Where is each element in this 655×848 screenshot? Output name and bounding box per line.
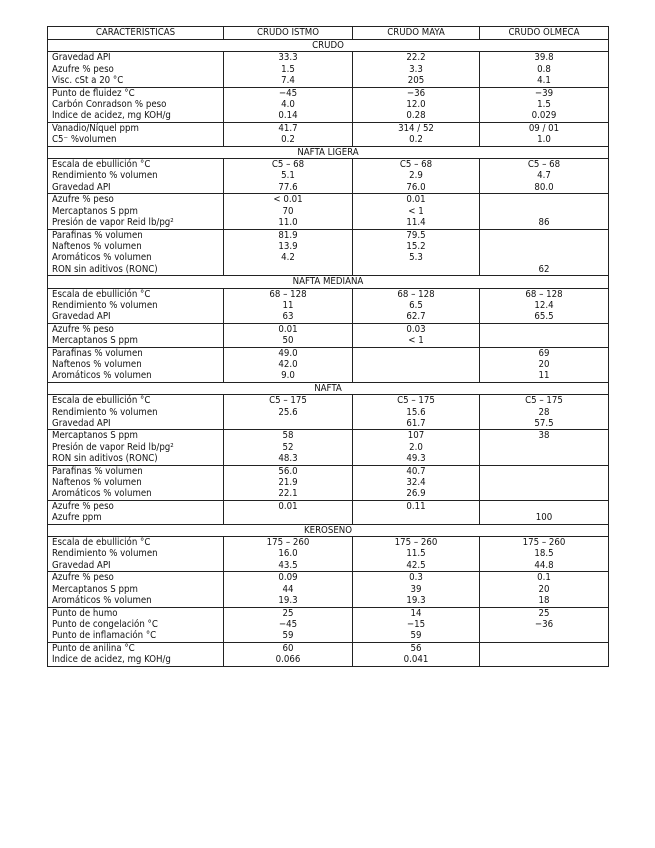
property-label: Azufre % peso [48,323,224,335]
cell-value: 0.01 [224,500,353,512]
cell-value: C5 – 68 [353,159,480,171]
cell-value: 5.1 [224,170,353,181]
cell-value: 42.0 [224,359,353,370]
property-label: Gravedad API [48,560,224,572]
cell-value: 6.5 [353,300,480,311]
table-row [48,170,609,181]
cell-value: 60 [224,642,353,654]
cell-value: −45 [224,87,353,99]
property-label: Rendimiento % volumen [48,407,224,418]
cell-value: 0.01 [353,194,480,206]
table-row [48,194,609,206]
cell-value: −36 [480,619,609,630]
cell-value: 39 [353,584,480,595]
cell-value: 59 [353,630,480,642]
property-label: Gravedad API [48,311,224,323]
cell-value: 25 [480,607,609,619]
table-row [48,323,609,335]
section-title: NAFTA MEDIANA [48,276,609,288]
table-row [48,288,609,300]
property-label: Rendimiento % volumen [48,300,224,311]
property-label: Azufre % peso [48,64,224,75]
crude-properties-table [47,26,609,667]
table-body [48,40,609,667]
cell-value: 11.4 [353,217,480,229]
cell-value [480,654,609,666]
cell-value: 25.6 [224,407,353,418]
property-label: Punto de fluidez °C [48,87,224,99]
cell-value: 86 [480,217,609,229]
cell-value: 18 [480,595,609,607]
property-label: Mercaptanos S ppm [48,206,224,217]
cell-value: 57.5 [480,418,609,430]
cell-value: 0.03 [353,323,480,335]
cell-value: 11.5 [353,548,480,559]
table-row [48,347,609,359]
property-label: Aromáticos % volumen [48,488,224,500]
cell-value [480,500,609,512]
property-label: Azufre ppm [48,512,224,524]
cell-value [480,630,609,642]
property-label: Naftenos % volumen [48,477,224,488]
section-header-row [48,276,609,288]
cell-value: 0.28 [353,110,480,122]
cell-value: 4.2 [224,252,353,263]
property-label: Escala de ebullición °C [48,537,224,549]
header-crudo-istmo: CRUDO ISTMO [224,27,353,40]
cell-value [224,512,353,524]
table-row [48,453,609,465]
cell-value: 39.8 [480,52,609,64]
table-row [48,584,609,595]
cell-value: 0.3 [353,572,480,584]
property-label: Punto de humo [48,607,224,619]
cell-value [224,264,353,276]
table-row [48,465,609,477]
cell-value: 42.5 [353,560,480,572]
section-header-row [48,40,609,52]
table-row [48,654,609,666]
header-crudo-olmeca: CRUDO OLMECA [480,27,609,40]
table-row [48,122,609,134]
cell-value: < 1 [353,206,480,217]
cell-value: 12.4 [480,300,609,311]
cell-value: 40.7 [353,465,480,477]
cell-value: 0.2 [353,134,480,146]
cell-value: 56.0 [224,465,353,477]
table-row [48,335,609,347]
cell-value: 20 [480,584,609,595]
table-row [48,159,609,171]
cell-value: 2.9 [353,170,480,181]
cell-value: 44 [224,584,353,595]
section-title: NAFTA [48,382,609,394]
property-label: Gravedad API [48,418,224,430]
table-row [48,64,609,75]
table-row [48,206,609,217]
cell-value: 0.11 [353,500,480,512]
cell-value: 62 [480,264,609,276]
table-row [48,418,609,430]
table-row [48,560,609,572]
property-label: RON sin aditivos (RONC) [48,264,224,276]
table-row [48,642,609,654]
table-row [48,370,609,382]
property-label: Mercaptanos S ppm [48,335,224,347]
table-row [48,430,609,442]
table-row [48,252,609,263]
cell-value: 49.0 [224,347,353,359]
table-row [48,217,609,229]
table-row [48,442,609,453]
cell-value: 26.9 [353,488,480,500]
cell-value: C5 – 68 [480,159,609,171]
header-crudo-maya: CRUDO MAYA [353,27,480,40]
cell-value: 14 [353,607,480,619]
table-row [48,500,609,512]
cell-value [480,252,609,263]
cell-value: 25 [224,607,353,619]
property-label: Escala de ebullición °C [48,159,224,171]
cell-value: 22.2 [353,52,480,64]
property-label: Mercaptanos S ppm [48,430,224,442]
cell-value: 175 – 260 [224,537,353,549]
cell-value: −15 [353,619,480,630]
table-row [48,477,609,488]
property-label: Gravedad API [48,52,224,64]
table-row [48,395,609,407]
table-row [48,87,609,99]
table-row [48,241,609,252]
property-label: Naftenos % volumen [48,241,224,252]
cell-value: 70 [224,206,353,217]
cell-value: 80.0 [480,182,609,194]
cell-value: 5.3 [353,252,480,263]
section-header-row [48,382,609,394]
cell-value: 32.4 [353,477,480,488]
section-header-row [48,146,609,158]
table-row [48,300,609,311]
cell-value: 63 [224,311,353,323]
cell-value: 68 – 128 [224,288,353,300]
cell-value: 0.8 [480,64,609,75]
table-row [48,548,609,559]
cell-value: C5 – 68 [224,159,353,171]
cell-value: 1.0 [480,134,609,146]
cell-value [480,477,609,488]
cell-value: 41.7 [224,122,353,134]
table-row [48,619,609,630]
table-row [48,52,609,64]
property-label: Azufre % peso [48,572,224,584]
property-label: Parafinas % volumen [48,465,224,477]
cell-value: 1.5 [480,99,609,110]
cell-value: 21.9 [224,477,353,488]
table-row [48,359,609,370]
cell-value [480,229,609,241]
cell-value: 9.0 [224,370,353,382]
cell-value: 43.5 [224,560,353,572]
cell-value: 15.6 [353,407,480,418]
section-title: CRUDO [48,40,609,52]
cell-value [480,335,609,347]
cell-value [480,442,609,453]
cell-value: 77.6 [224,182,353,194]
property-label: Índice de acidez, mg KOH/g [48,110,224,122]
cell-value: 1.5 [224,64,353,75]
cell-value: 11.0 [224,217,353,229]
cell-value: 11 [224,300,353,311]
table-row [48,110,609,122]
cell-value: 52 [224,442,353,453]
header-row [48,27,609,40]
cell-value [224,418,353,430]
section-title: KEROSENO [48,524,609,536]
cell-value: 15.2 [353,241,480,252]
property-label: Aromáticos % volumen [48,252,224,263]
cell-value: 81.9 [224,229,353,241]
property-label: RON sin aditivos (RONC) [48,453,224,465]
cell-value: 44.8 [480,560,609,572]
property-label: Azufre % peso [48,500,224,512]
cell-value: 3.3 [353,64,480,75]
property-label: Visc. cSt a 20 °C [48,75,224,87]
cell-value: −45 [224,619,353,630]
cell-value: 0.041 [353,654,480,666]
cell-value: 59 [224,630,353,642]
cell-value [353,370,480,382]
cell-value: 12.0 [353,99,480,110]
cell-value: C5 – 175 [480,395,609,407]
table-row [48,182,609,194]
cell-value: 56 [353,642,480,654]
property-label: Parafinas % volumen [48,347,224,359]
cell-value: 28 [480,407,609,418]
cell-value: 4.0 [224,99,353,110]
table-row [48,595,609,607]
cell-value: 205 [353,75,480,87]
table-row [48,134,609,146]
table-row [48,264,609,276]
property-label: Rendimiento % volumen [48,548,224,559]
cell-value [480,488,609,500]
property-label: Aromáticos % volumen [48,370,224,382]
cell-value: 19.3 [224,595,353,607]
cell-value: 0.09 [224,572,353,584]
table-row [48,75,609,87]
table-row [48,607,609,619]
property-label: Punto de congelación °C [48,619,224,630]
cell-value: 175 – 260 [480,537,609,549]
cell-value [353,512,480,524]
cell-value: 18.5 [480,548,609,559]
cell-value: 50 [224,335,353,347]
cell-value: 61.7 [353,418,480,430]
table-row [48,99,609,110]
cell-value: < 0.01 [224,194,353,206]
cell-value [480,465,609,477]
property-label: Escala de ebullición °C [48,395,224,407]
cell-value: 65.5 [480,311,609,323]
cell-value: 49.3 [353,453,480,465]
cell-value: 22.1 [224,488,353,500]
header-characteristics: CARACTERÍSTICAS [48,27,224,40]
table-row [48,407,609,418]
cell-value: 2.0 [353,442,480,453]
cell-value [353,347,480,359]
cell-value [480,206,609,217]
cell-value: 16.0 [224,548,353,559]
cell-value: 0.066 [224,654,353,666]
property-label: Rendimiento % volumen [48,170,224,181]
table-row [48,572,609,584]
cell-value: C5 – 175 [224,395,353,407]
cell-value: < 1 [353,335,480,347]
property-label: Mercaptanos S ppm [48,584,224,595]
cell-value: 7.4 [224,75,353,87]
table-row [48,488,609,500]
cell-value: 33.3 [224,52,353,64]
cell-value: 0.01 [224,323,353,335]
cell-value: 100 [480,512,609,524]
property-label: Punto de anilina °C [48,642,224,654]
cell-value: 11 [480,370,609,382]
section-header-row [48,524,609,536]
property-label: Vanadio/Níquel ppm [48,122,224,134]
cell-value [480,194,609,206]
table-row [48,311,609,323]
table-row [48,229,609,241]
cell-value: 20 [480,359,609,370]
cell-value: 38 [480,430,609,442]
property-label: Aromáticos % volumen [48,595,224,607]
property-label: Punto de inflamación °C [48,630,224,642]
cell-value: 68 – 128 [353,288,480,300]
cell-value: 0.2 [224,134,353,146]
property-label: Escala de ebullición °C [48,288,224,300]
cell-value: −39 [480,87,609,99]
cell-value: 09 / 01 [480,122,609,134]
property-label: Presión de vapor Reid lb/pg² [48,217,224,229]
property-label: Carbón Conradson % peso [48,99,224,110]
cell-value [480,323,609,335]
property-label: C5⁻ %volumen [48,134,224,146]
cell-value: 69 [480,347,609,359]
cell-value: 107 [353,430,480,442]
cell-value: 68 – 128 [480,288,609,300]
cell-value [480,241,609,252]
cell-value [480,642,609,654]
cell-value: 0.14 [224,110,353,122]
cell-value: 62.7 [353,311,480,323]
cell-value [353,359,480,370]
table-row [48,630,609,642]
cell-value [353,264,480,276]
cell-value: 314 / 52 [353,122,480,134]
property-label: Naftenos % volumen [48,359,224,370]
cell-value [480,453,609,465]
cell-value: 79.5 [353,229,480,241]
property-label: Parafinas % volumen [48,229,224,241]
property-label: Presión de vapor Reid lb/pg² [48,442,224,453]
cell-value: 0.029 [480,110,609,122]
property-label: Gravedad API [48,182,224,194]
cell-value: 76.0 [353,182,480,194]
cell-value: 0.1 [480,572,609,584]
cell-value: −36 [353,87,480,99]
section-title: NAFTA LIGERA [48,146,609,158]
cell-value: 48.3 [224,453,353,465]
cell-value: 19.3 [353,595,480,607]
cell-value: 4.1 [480,75,609,87]
cell-value: 58 [224,430,353,442]
cell-value: 175 – 260 [353,537,480,549]
cell-value: C5 – 175 [353,395,480,407]
table-row [48,537,609,549]
property-label: Índice de acidez, mg KOH/g [48,654,224,666]
cell-value: 13.9 [224,241,353,252]
table-row [48,512,609,524]
cell-value: 4.7 [480,170,609,181]
property-label: Azufre % peso [48,194,224,206]
